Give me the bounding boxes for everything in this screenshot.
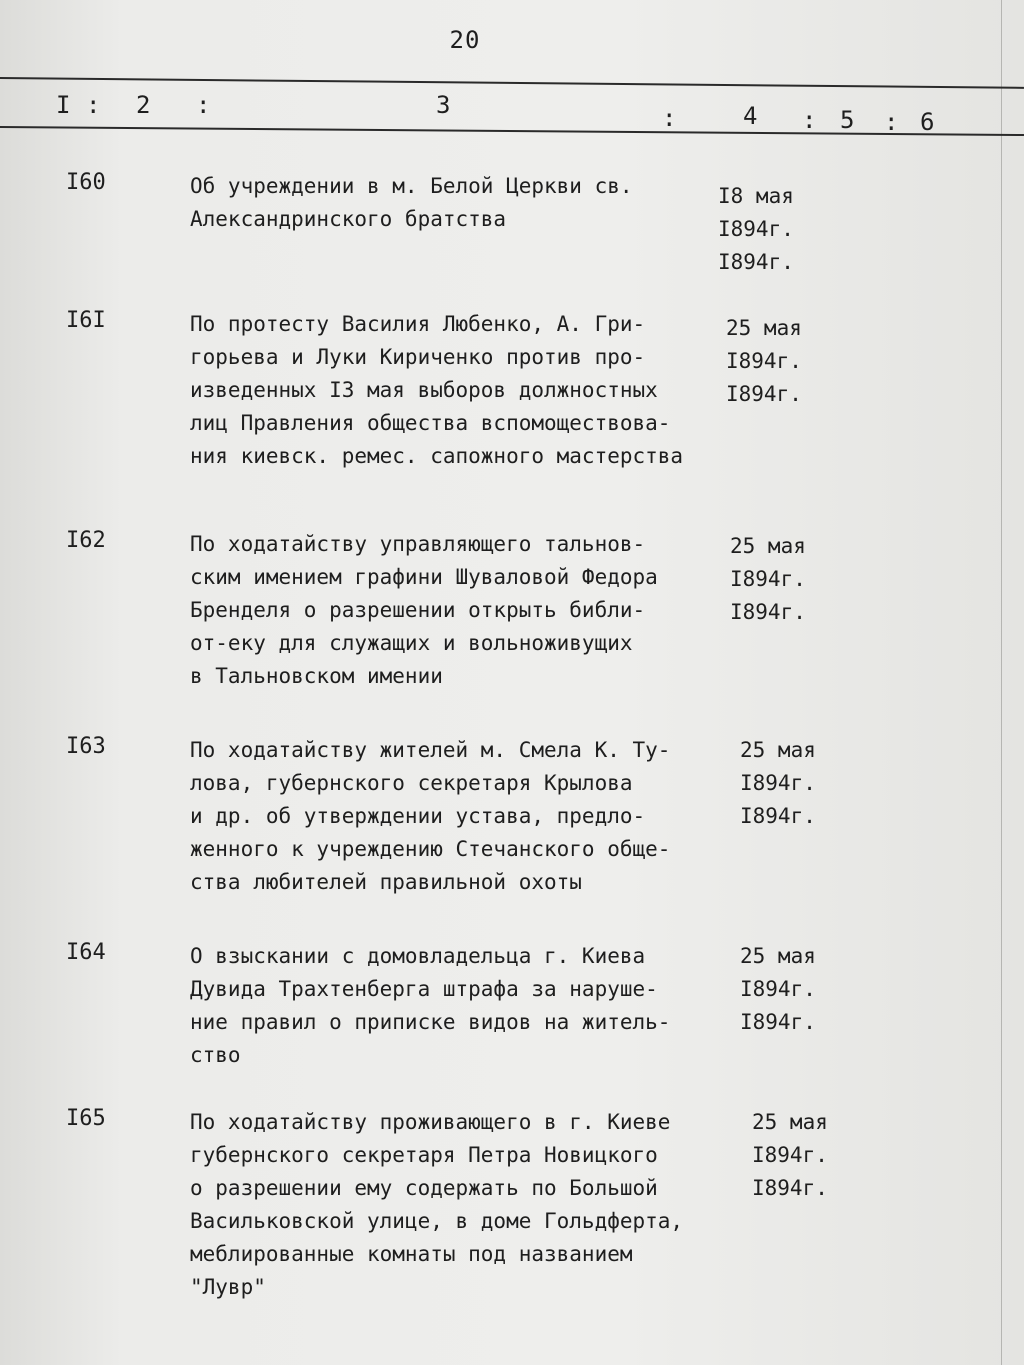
entry-text-line: Васильковской улице, в доме Гольдферта, — [190, 1209, 684, 1233]
column-header-separator: : — [884, 108, 899, 136]
entry-text-line: женного к учреждению Стечанского обще- — [190, 837, 671, 861]
entry-end-year: I894г. — [740, 804, 816, 828]
entry-description — [190, 1106, 750, 1304]
column-header-4: 4 — [743, 102, 758, 130]
column-header-separator: : — [662, 104, 677, 132]
page-number: 20 — [449, 26, 481, 54]
column-header-separator: : — [802, 106, 817, 134]
entry-text-line: меблированные комнаты под названием — [190, 1242, 633, 1266]
entry-number: I64 — [66, 940, 106, 965]
entry-text-line: ство — [190, 1043, 241, 1067]
entry-end-year: I894г. — [752, 1176, 828, 1200]
entry-text-line: изведенных I3 мая выборов должностных — [190, 378, 658, 402]
entry-dates — [752, 1106, 828, 1205]
header-rule-top — [0, 77, 1024, 89]
entry-text-line: в Тальновском имении — [190, 664, 443, 688]
column-header-separator: : — [196, 91, 211, 119]
entry-text-line: ния киевск. ремес. сапожного мастерства — [190, 444, 684, 468]
entry-text-line: По ходатайству проживающего в г. Киеве — [190, 1110, 671, 1134]
entry-text-line: Дувида Трахтенберга штрафа за наруше- — [190, 977, 658, 1001]
entry-date: 25 мая — [730, 534, 806, 558]
entry-text-line: от-еку для служащих и вольноживущих — [190, 631, 633, 655]
column-header-2: 2 — [136, 91, 151, 119]
entry-start-year: I894г. — [726, 349, 802, 373]
entry-text-line: По протесту Василия Любенко, А. Гри- — [190, 312, 646, 336]
entry-start-year: I894г. — [730, 567, 806, 591]
column-header-separator: : — [86, 91, 101, 119]
entry-text-line: лиц Правления общества вспомоществова- — [190, 411, 671, 435]
entry-text-line: ства любителей правильной охоты — [190, 870, 582, 894]
entry-text-line: Александринского братства — [190, 207, 507, 231]
column-header-5: 5 — [840, 106, 855, 134]
entry-text-line: По ходатайству управляющего тальнов- — [190, 532, 646, 556]
entry-number: I60 — [66, 170, 106, 195]
entry-text-line: "Лувр" — [190, 1275, 266, 1299]
entry-text-line: лова, губернского секретаря Крылова — [190, 771, 633, 795]
column-header-3: 3 — [436, 91, 451, 119]
entry-dates — [740, 734, 816, 833]
entry-number: I65 — [66, 1106, 106, 1131]
entry-description — [190, 170, 750, 236]
entry-number: I6I — [66, 308, 106, 333]
entry-start-year: I894г. — [718, 217, 794, 241]
entry-end-year: I894г. — [718, 250, 794, 274]
entry-date: 25 мая — [726, 316, 802, 340]
entry-text-line: По ходатайству жителей м. Смела К. Ту- — [190, 738, 671, 762]
entry-text-line: О взыскании с домовладельца г. Киева — [190, 944, 646, 968]
entry-dates — [740, 940, 816, 1039]
entry-end-year: I894г. — [730, 600, 806, 624]
entry-description — [190, 528, 750, 693]
entry-description — [190, 940, 750, 1072]
entry-description — [190, 734, 750, 899]
entry-text-line: Бренделя о разрешении открыть библи- — [190, 598, 646, 622]
column-header-1: I — [56, 91, 71, 119]
column-header-6: 6 — [920, 108, 935, 136]
entry-dates — [730, 530, 806, 629]
entry-text-line: ние правил о приписке видов на житель- — [190, 1010, 671, 1034]
entry-start-year: I894г. — [752, 1143, 828, 1167]
entry-text-line: и др. об утверждении устава, предло- — [190, 804, 646, 828]
entry-text-line: Об учреждении в м. Белой Церкви св. — [190, 174, 633, 198]
entry-date: 25 мая — [740, 738, 816, 762]
entry-date: 25 мая — [752, 1110, 828, 1134]
entry-dates — [726, 312, 802, 411]
entry-end-year: I894г. — [726, 382, 802, 406]
entry-number: I62 — [66, 528, 106, 553]
entry-text-line: о разрешении ему содержать по Большой — [190, 1176, 658, 1200]
entry-text-line: горьева и Луки Кириченко против про- — [190, 345, 646, 369]
entry-start-year: I894г. — [740, 977, 816, 1001]
entry-dates — [718, 180, 794, 279]
entry-end-year: I894г. — [740, 1010, 816, 1034]
page-edge-line — [1001, 0, 1002, 1365]
entry-date: 25 мая — [740, 944, 816, 968]
entry-start-year: I894г. — [740, 771, 816, 795]
entry-text-line: ским имением графини Шуваловой Федора — [190, 565, 658, 589]
entry-text-line: губернского секретаря Петра Новицкого — [190, 1143, 658, 1167]
header-rule-bottom — [0, 126, 1024, 136]
entry-number: I63 — [66, 734, 106, 759]
entry-description — [190, 308, 750, 473]
entry-date: I8 мая — [718, 184, 794, 208]
